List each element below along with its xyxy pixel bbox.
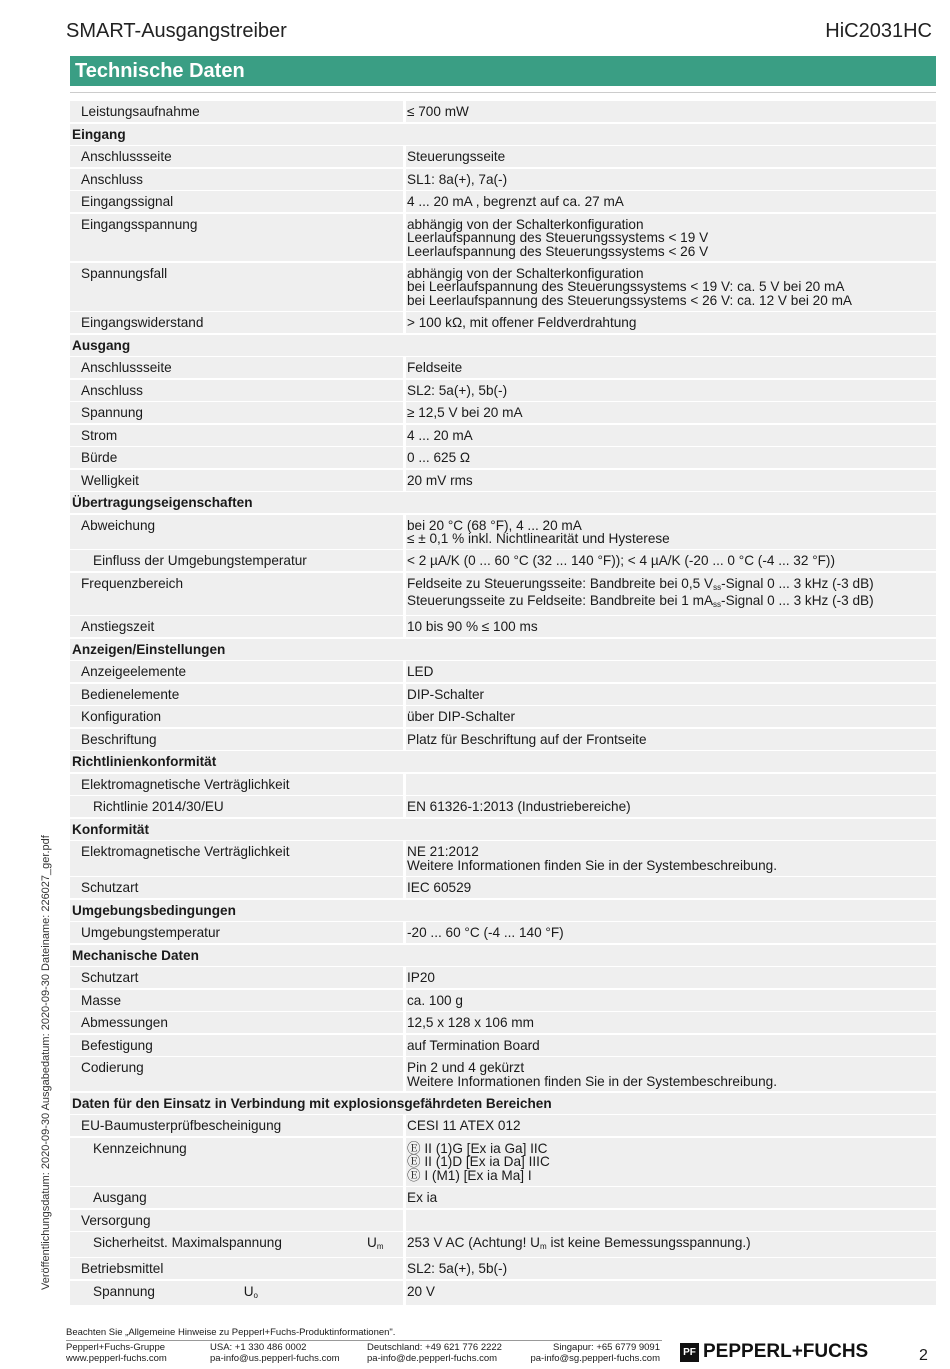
spec-row — [70, 146, 936, 167]
spec-label-text: Anstiegszeit — [81, 619, 155, 635]
spec-row — [70, 1210, 936, 1231]
spec-row — [70, 841, 936, 875]
page-number: 2 — [919, 1347, 928, 1364]
footer-contact-name: Pepperl+Fuchs-Gruppe — [66, 1342, 166, 1353]
spec-row — [70, 922, 936, 943]
spec-symbol — [367, 774, 403, 795]
spec-value: ≥ 12,5 V bei 20 mA — [406, 402, 936, 423]
group-heading-row — [70, 639, 936, 660]
spec-label — [70, 1258, 367, 1279]
footer-contact-group — [66, 1342, 167, 1364]
spec-label-text: Eingang — [72, 126, 126, 142]
spec-row — [70, 101, 936, 122]
spec-label-text: Schutzart — [81, 970, 139, 986]
spec-label — [70, 312, 367, 333]
spec-label-text: Befestigung — [81, 1037, 153, 1053]
spec-label-text: Anzeigen/Einstellungen — [72, 641, 226, 657]
spec-value-line: abhängig von der Schalterkonfiguration — [407, 265, 644, 281]
spec-label — [70, 1187, 367, 1208]
value-text: 253 V AC (Achtung! U — [407, 1235, 540, 1251]
spec-row — [70, 1012, 936, 1033]
spec-label — [70, 684, 367, 705]
spec-value-line: Pin 2 und 4 gekürzt — [407, 1060, 525, 1076]
footer-email-sg[interactable]: pa-info@sg.pepperl-fuchs.com — [530, 1353, 660, 1364]
spec-symbol — [367, 1012, 403, 1033]
spec-value: SL2: 5a(+), 5b(-) — [406, 380, 936, 401]
spec-symbol — [367, 1115, 403, 1136]
spec-symbol — [367, 357, 403, 378]
spec-value: -20 ... 60 °C (-4 ... 140 °F) — [406, 922, 936, 943]
spec-value: DIP-Schalter — [406, 684, 936, 705]
spec-label-text: Strom — [81, 427, 118, 443]
spec-symbol — [367, 1232, 403, 1257]
spec-value — [406, 263, 936, 311]
spec-row — [70, 169, 936, 190]
spec-value — [406, 573, 936, 615]
spec-row — [70, 214, 936, 262]
spec-symbol — [367, 1057, 403, 1091]
group-heading-row — [70, 900, 936, 921]
spec-symbol — [367, 1035, 403, 1056]
spec-label — [70, 967, 367, 988]
spec-label — [70, 357, 367, 378]
spec-label — [70, 661, 367, 682]
spec-label-text: Bürde — [81, 450, 118, 466]
spec-label-text: Abmessungen — [81, 1015, 168, 1031]
spec-value — [406, 1307, 936, 1328]
spec-row — [70, 729, 936, 750]
spec-label — [70, 573, 367, 615]
publication-info: Veröffentlichungsdatum: 2020-09-30 Ausgabedatum: 2020-09-30 Dateiname: 226027_ger.pdf — [40, 835, 52, 1290]
spec-row — [70, 1232, 936, 1257]
symbol-letter: U — [243, 1283, 254, 1299]
spec-row — [70, 967, 936, 988]
spec-row — [70, 1115, 936, 1136]
spec-label — [70, 616, 367, 637]
spec-label — [70, 1138, 367, 1186]
spec-symbol — [367, 990, 403, 1011]
spec-symbol — [367, 191, 403, 212]
spec-label-text: Eingangswiderstand — [81, 315, 204, 331]
spec-label-text: Leistungsaufnahme — [81, 104, 200, 119]
group-heading-row — [70, 945, 936, 966]
spec-value — [406, 214, 936, 262]
spec-row — [70, 1035, 936, 1056]
spec-value-line: Ⓔ II (1)G [Ex ia Ga] IIC — [407, 1140, 548, 1156]
spec-label — [70, 1307, 367, 1328]
spec-value: SL2: 5a(+), 5b(-) — [406, 1258, 936, 1279]
spec-symbol — [367, 101, 403, 122]
spec-row — [70, 1138, 936, 1186]
spec-value-line: bei Leerlaufspannung des Steuerungssystems < 26 V: ca. 12 V bei 20 mA — [407, 292, 852, 308]
spec-label — [70, 922, 367, 943]
spec-value: < 2 µA/K (0 ... 60 °C (32 ... 140 °F)); < 4 µA/K (-20 ... 0 °C (-4 ... 32 °F)) — [406, 550, 936, 571]
footer-email-usa[interactable]: pa-info@us.pepperl-fuchs.com — [210, 1353, 340, 1364]
group-heading — [70, 124, 936, 145]
spec-row — [70, 706, 936, 727]
spec-value-line: bei 20 °C (68 °F), 4 ... 20 mA — [407, 517, 582, 533]
spec-label — [70, 425, 367, 446]
spec-value: auf Termination Board — [406, 1035, 936, 1056]
spec-value: 20 V — [406, 1281, 936, 1306]
group-heading — [70, 492, 936, 513]
spec-symbol — [367, 729, 403, 750]
spec-label — [70, 1035, 367, 1056]
spec-value — [406, 841, 936, 875]
spec-value-line: NE 21:2012 — [407, 844, 479, 860]
spec-row — [70, 661, 936, 682]
spec-value: 0 ... 625 Ω — [406, 447, 936, 468]
spec-value: EN 61326-1:2013 (Industriebereiche) — [406, 796, 936, 817]
spec-value: 4 ... 20 mA — [406, 425, 936, 446]
spec-row — [70, 1057, 936, 1091]
footer-phone-usa: USA: +1 330 486 0002 — [210, 1342, 307, 1353]
spec-symbol — [367, 967, 403, 988]
spec-label-symbol — [244, 1285, 258, 1303]
spec-label — [70, 470, 367, 491]
spec-symbol — [367, 616, 403, 637]
spec-symbol — [367, 661, 403, 682]
spec-label-text: Beschriftung — [81, 731, 157, 747]
spec-label — [70, 402, 367, 423]
value-text: Feldseite zu Steuerungsseite: Bandbreite bei 0,5 V — [407, 575, 714, 591]
value-text: ist keine Bemessungsspannung.) — [546, 1235, 751, 1251]
spec-symbol — [367, 1187, 403, 1208]
spec-row — [70, 380, 936, 401]
spec-label-text: Ausgang — [93, 1190, 147, 1206]
spec-label — [70, 169, 367, 190]
spec-label-text: Konfiguration — [81, 709, 162, 725]
spec-value-line: Leerlaufspannung des Steuerungssystems < 19 V — [407, 230, 709, 246]
spec-label — [70, 146, 367, 167]
spec-value-line: Ⓔ II (1)D [Ex ia Da] IIIC — [407, 1154, 550, 1170]
group-heading-row — [70, 124, 936, 145]
footer-email-de[interactable]: pa-info@de.pepperl-fuchs.com — [367, 1353, 498, 1364]
spec-value — [406, 1057, 936, 1091]
spec-symbol — [367, 684, 403, 705]
spec-symbol — [367, 402, 403, 423]
spec-value-line: bei Leerlaufspannung des Steuerungssystems < 19 V: ca. 5 V bei 20 mA — [407, 279, 845, 295]
group-heading — [70, 751, 936, 772]
brand-logo-text: PEPPERL+FUCHS — [703, 1341, 869, 1362]
spec-symbol — [367, 1258, 403, 1279]
spec-label — [70, 1232, 367, 1257]
spec-label-text: Spannung — [81, 405, 143, 421]
spec-label — [70, 1115, 367, 1136]
spec-label-text: Sicherheitst. Maximalspannung — [93, 1235, 282, 1251]
spec-label — [70, 447, 367, 468]
spec-label — [70, 990, 367, 1011]
footer-contact-de — [367, 1342, 502, 1364]
spec-value: 4 ... 20 mA , begrenzt auf ca. 27 mA — [406, 191, 936, 212]
spec-symbol — [367, 263, 403, 311]
spec-label — [70, 1281, 367, 1306]
spec-label — [70, 774, 367, 795]
spec-value-line — [407, 1236, 932, 1254]
spec-label-text: Bedienelemente — [81, 686, 180, 702]
spec-label-text: Mechanische Daten — [72, 947, 199, 963]
spec-symbol — [367, 796, 403, 817]
subscript: ss — [713, 600, 722, 610]
spec-label-text: Anschlussseite — [81, 149, 172, 164]
spec-value-line: Weitere Informationen finden Sie in der Systembeschreibung. — [407, 1073, 778, 1089]
section-title: Technische Daten — [70, 56, 936, 86]
footer-website-link[interactable]: www.pepperl-fuchs.com — [66, 1353, 167, 1364]
spec-symbol — [367, 1307, 403, 1328]
spec-label — [70, 1057, 367, 1091]
footer-divider — [66, 1340, 662, 1341]
spec-label-text: Abweichung — [81, 517, 156, 533]
value-text: -Signal 0 ... 3 kHz (-3 dB) — [721, 575, 874, 591]
group-heading — [70, 335, 936, 356]
spec-symbol — [367, 550, 403, 571]
spec-label — [70, 1210, 367, 1231]
group-heading — [70, 900, 936, 921]
spec-value: Ex ia — [406, 1187, 936, 1208]
spec-label-text: Elektromagnetische Verträglichkeit — [81, 844, 290, 860]
group-heading — [70, 639, 936, 660]
spec-label-text: Richtlinienkonformität — [72, 754, 217, 770]
brand-logo-mark-icon: PF — [680, 1343, 699, 1362]
spec-value: Steuerungsseite — [406, 146, 936, 167]
spec-symbol — [367, 146, 403, 167]
spec-row — [70, 774, 936, 795]
spec-value: LED — [406, 661, 936, 682]
spec-row — [70, 684, 936, 705]
spec-symbol — [367, 1281, 403, 1306]
product-family-title: SMART-Ausgangstreiber — [66, 20, 287, 42]
spec-value — [406, 1232, 936, 1257]
spec-row — [70, 1281, 936, 1306]
spec-symbol — [367, 169, 403, 190]
spec-label-text: Betriebsmittel — [81, 1261, 164, 1277]
spec-label-text: Eingangsspannung — [81, 216, 198, 232]
value-text: Steuerungsseite zu Feldseite: Bandbreite bei 1 mA — [407, 593, 714, 609]
spec-row — [70, 402, 936, 423]
spec-label — [70, 1012, 367, 1033]
spec-label-text: Anschluss — [81, 382, 143, 398]
spec-symbol — [367, 1210, 403, 1231]
spec-value: 10 bis 90 % ≤ 100 ms — [406, 616, 936, 637]
spec-value-line — [407, 577, 932, 595]
spec-value — [406, 515, 936, 549]
spec-label-text: Spannung — [93, 1283, 155, 1299]
footer-contact-usa — [210, 1342, 340, 1364]
group-heading-row — [70, 819, 936, 840]
group-heading-row — [70, 1093, 936, 1114]
spec-row — [70, 1258, 936, 1279]
spec-row — [70, 1307, 936, 1328]
spec-label-text: Konformität — [72, 821, 150, 837]
spec-label — [70, 214, 367, 262]
spec-symbol — [367, 312, 403, 333]
spec-label-text: EU-Baumusterprüfbescheinigung — [81, 1118, 282, 1134]
spec-symbol — [367, 706, 403, 727]
spec-label-text: Übertragungseigenschaften — [72, 495, 253, 511]
spec-label-text: Versorgung — [81, 1212, 151, 1228]
brand-logo — [680, 1341, 868, 1363]
spec-label — [70, 841, 367, 875]
spec-value: Platz für Beschriftung auf der Frontseite — [406, 729, 936, 750]
subscript: m — [376, 1242, 384, 1252]
spec-label-text: Masse — [81, 992, 122, 1008]
spec-label-text: Ausgang — [72, 337, 131, 353]
value-text: -Signal 0 ... 3 kHz (-3 dB) — [721, 593, 874, 609]
spec-label — [70, 263, 367, 311]
spec-label — [70, 550, 367, 571]
spec-label — [70, 877, 367, 898]
spec-row — [70, 990, 936, 1011]
spec-symbol — [367, 573, 403, 615]
spec-row — [70, 263, 936, 311]
spec-value-line: ≤ ± 0,1 % inkl. Nichtlinearität und Hysterese — [407, 531, 670, 547]
footer-phone-sg: Singapur: +65 6779 9091 — [553, 1342, 660, 1353]
spec-table — [70, 101, 936, 1329]
spec-value — [406, 774, 936, 795]
spec-row — [70, 877, 936, 898]
spec-value: über DIP-Schalter — [406, 706, 936, 727]
spec-label-text: Anschlussseite — [81, 360, 172, 376]
spec-value: > 100 kΩ, mit offener Feldverdrahtung — [406, 312, 936, 333]
spec-row — [70, 1187, 936, 1208]
group-heading — [70, 945, 936, 966]
spec-label — [70, 729, 367, 750]
spec-symbol — [367, 922, 403, 943]
spec-value: CESI 11 ATEX 012 — [406, 1115, 936, 1136]
spec-value: 12,5 x 128 x 106 mm — [406, 1012, 936, 1033]
spec-row — [70, 312, 936, 333]
spec-label-text: Kennzeichnung — [93, 1140, 187, 1156]
subscript: m — [540, 1242, 547, 1252]
spec-value: Feldseite — [406, 357, 936, 378]
spec-label-text: Frequenzbereich — [81, 575, 184, 591]
spec-value-line: Weitere Informationen finden Sie in der Systembeschreibung. — [407, 858, 778, 874]
group-heading-row — [70, 492, 936, 513]
spec-row — [70, 515, 936, 549]
spec-value-line: Leerlaufspannung des Steuerungssystems < 26 V — [407, 243, 709, 259]
spec-value: SL1: 8a(+), 7a(-) — [406, 169, 936, 190]
spec-row — [70, 470, 936, 491]
subscript: o — [253, 1290, 258, 1300]
spec-label — [70, 101, 367, 122]
spec-symbol — [367, 515, 403, 549]
group-heading-row — [70, 751, 936, 772]
spec-value: IEC 60529 — [406, 877, 936, 898]
spec-label — [70, 191, 367, 212]
spec-label-text: Umgebungsbedingungen — [72, 902, 236, 918]
spec-label-text: Umgebungstemperatur — [81, 925, 221, 941]
spec-value-line: abhängig von der Schalterkonfiguration — [407, 216, 644, 232]
group-heading — [70, 819, 936, 840]
section-divider — [70, 92, 936, 93]
spec-value: IP20 — [406, 967, 936, 988]
spec-symbol — [367, 380, 403, 401]
spec-label-text: Schutzart — [81, 880, 139, 896]
spec-symbol — [367, 877, 403, 898]
spec-value: ≤ 700 mW — [406, 101, 936, 122]
spec-row — [70, 616, 936, 637]
spec-label-text: Welligkeit — [81, 472, 139, 488]
group-heading — [70, 1093, 936, 1114]
group-heading-row — [70, 335, 936, 356]
spec-label — [70, 796, 367, 817]
spec-symbol — [367, 1138, 403, 1186]
spec-row — [70, 425, 936, 446]
spec-label-text: Elektromagnetische Verträglichkeit — [81, 776, 290, 792]
spec-label-text: Richtlinie 2014/30/EU — [93, 799, 224, 815]
spec-row — [70, 550, 936, 571]
model-number: HiC2031HC — [825, 20, 932, 42]
spec-row — [70, 357, 936, 378]
spec-row — [70, 573, 936, 615]
footer-phone-de: Deutschland: +49 621 776 2222 — [367, 1342, 502, 1353]
spec-symbol — [367, 214, 403, 262]
subscript: ss — [713, 582, 722, 592]
spec-label-text: Anzeigeelemente — [81, 664, 187, 680]
spec-symbol — [367, 470, 403, 491]
spec-label-text: Codierung — [81, 1060, 144, 1076]
spec-label — [70, 706, 367, 727]
spec-row — [70, 447, 936, 468]
footer-note: Beachten Sie „Allgemeine Hinweise zu Pepperl+Fuchs-Produktinformationen". — [66, 1327, 396, 1338]
spec-value — [406, 1138, 936, 1186]
spec-symbol — [367, 841, 403, 875]
spec-symbol — [367, 447, 403, 468]
spec-label-text: Anschluss — [81, 171, 143, 187]
spec-label-text: Daten für den Einsatz in Verbindung mit explosionsgefährdeten Bereichen — [72, 1095, 552, 1111]
spec-label — [70, 380, 367, 401]
spec-value-line: Ⓔ I (M1) [Ex ia Ma] I — [407, 1168, 532, 1183]
spec-label-text: Eingangssignal — [81, 194, 174, 209]
spec-value-line — [407, 594, 932, 612]
spec-value — [406, 1210, 936, 1231]
spec-label-text: Einfluss der Umgebungstemperatur — [93, 553, 307, 569]
spec-row — [70, 796, 936, 817]
spec-label — [70, 515, 367, 549]
spec-label-text: Spannungsfall — [81, 265, 168, 281]
spec-row — [70, 191, 936, 212]
spec-value: ca. 100 g — [406, 990, 936, 1011]
footer-contact-sg — [525, 1342, 660, 1364]
spec-symbol — [367, 425, 403, 446]
symbol-letter: U — [367, 1235, 377, 1251]
spec-value: 20 mV rms — [406, 470, 936, 491]
